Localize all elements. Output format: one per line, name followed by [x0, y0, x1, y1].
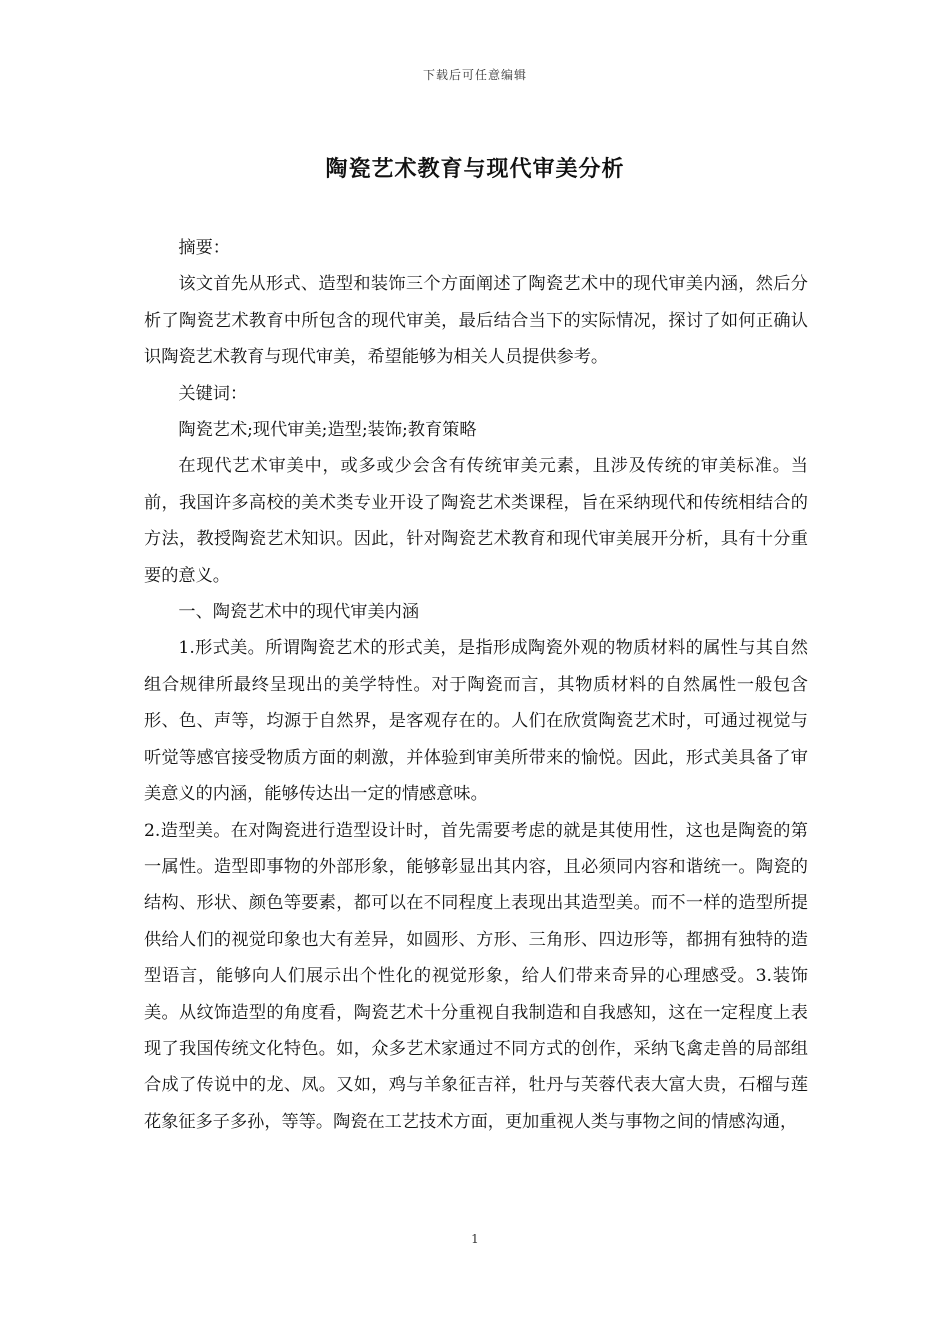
section-heading: 一、陶瓷艺术中的现代审美内涵: [178, 602, 420, 623]
page-number: 1: [471, 1232, 479, 1246]
keywords-label: 关键词：: [178, 383, 248, 404]
page-header-note: 下载后可任意编辑: [422, 68, 527, 82]
document-title: 陶瓷艺术教育与现代审美分析: [325, 156, 625, 182]
shape-decoration-paragraph: 2.造型美。在对陶瓷进行造型设计时，首先需要考虑的就是其使用性，这也是陶瓷的第一属性。造型即事物的外部形象，能够彰显出其内容，且必须同内容和谐统一。陶瓷的结构、形状、颜色等要素，都可以在不同程度上表现出其造型美。而不一样的造型所提供给人们的视觉印象也大有差异，如圆形、方形、三角形、四边形等，都拥有独特的造型语言，能够向人们展示出个性化的视觉形象，给人们带来奇异的心理感受。3.装饰美。从纹饰造型的角度看，陶瓷艺术十分重视自我制造和自我感知，这在一定程度上表现了我国传统文化特色。如，众多艺术家通过不同方式的创作，采纳飞禽走兽的局部组合成了传说中的龙、凤。又如，鸡与羊象征吉祥，牡丹与芙蓉代表大富大贵，石榴与莲花象征多子多孙，等等。陶瓷在工艺技术方面，更加重视人类与事物之间的情感沟通，: [144, 820, 808, 1132]
keywords-list: 陶瓷艺术;现代审美;造型;装饰;教育策略: [178, 420, 477, 441]
abstract-label: 摘要：: [178, 238, 230, 258]
intro-paragraph: 在现代艺术审美中，或多或少会含有传统审美元素，且涉及传统的审美标准。当前，我国许多高校的美术类专业开设了陶瓷艺术类课程，旨在采纳现代和传统相结合的方法，教授陶瓷艺术知识。因此，针对陶瓷艺术教育和现代审美展开分析，具有十分重要的意义。: [144, 456, 808, 586]
form-beauty-paragraph: 1.形式美。所谓陶瓷艺术的形式美，是指形成陶瓷外观的物质材料的属性与其自然组合规律所最终呈现出的美学特性。对于陶瓷而言，其物质材料的自然属性一般包含形、色、声等，均源于自然界，是客观存在的。人们在欣赏陶瓷艺术时，可通过视觉与听觉等感官接受物质方面的刺激，并体验到审美所带来的愉悦。因此，形式美具备了审美意义的内涵，能够传达出一定的情感意味。: [144, 638, 808, 805]
abstract-paragraph: 该文首先从形式、造型和装饰三个方面阐述了陶瓷艺术中的现代审美内涵，然后分析了陶瓷艺术教育中所包含的现代审美，最后结合当下的实际情况，探讨了如何正确认识陶瓷艺术教育与现代审美，希望能够为相关人员提供参考。: [144, 274, 808, 368]
document-body: [144, 230, 808, 1140]
